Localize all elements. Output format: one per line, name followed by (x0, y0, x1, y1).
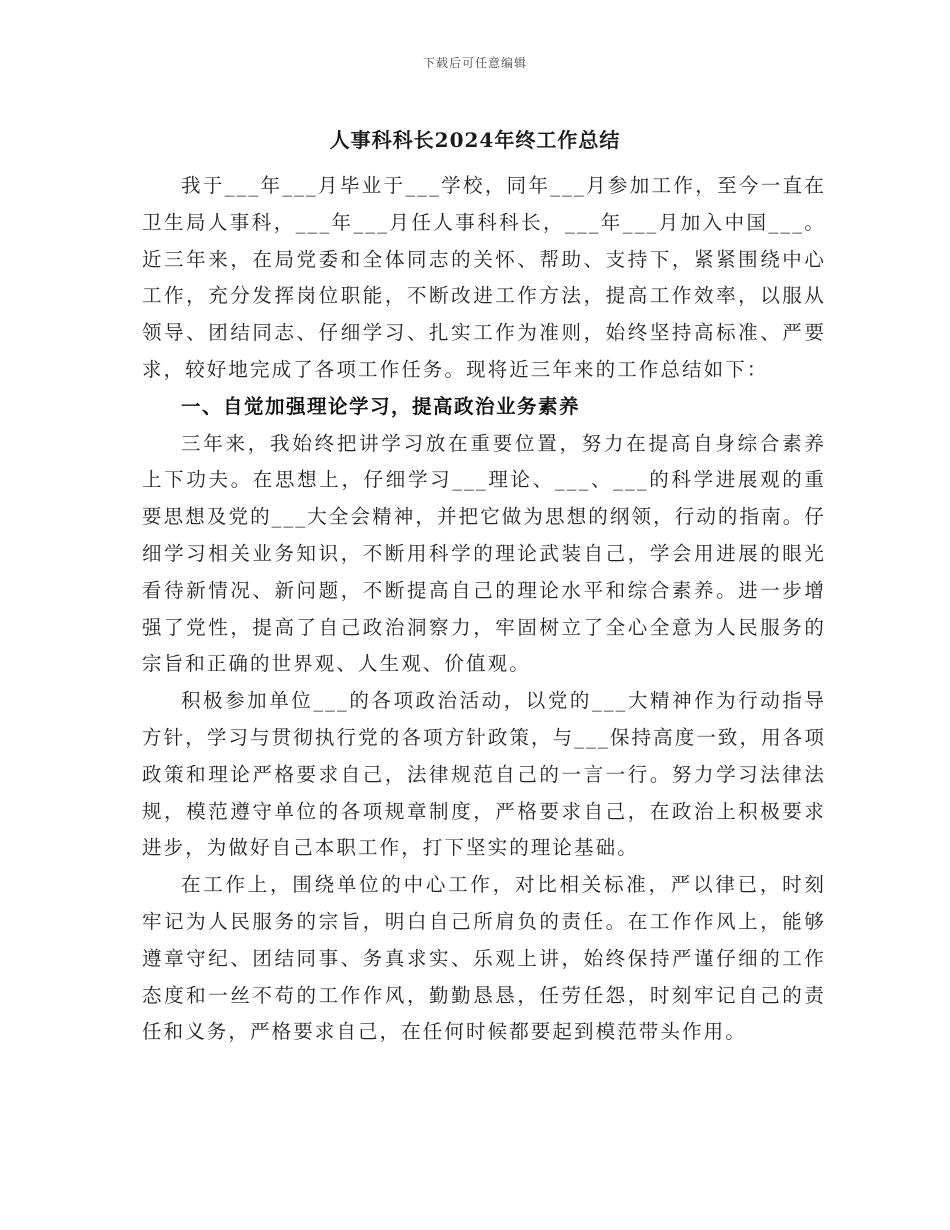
document-body (142, 168, 826, 1051)
intro-paragraph: 我于___年___月毕业于___学校，同年___月参加工作，至今一直在卫生局人事科，___年___月任人事科科长，___年___月加入中国___。近三年来，在局党委和全体同志的关怀、帮助、支持下，紧紧围绕中心工作，充分发挥岗位职能，不断改进工作方法，提高工作效率，以服从领导、团结同志、仔细学习、扎实工作为准则，始终坚持高标准、严要求，较好地完成了各项工作任务。现将近三年来的工作总结如下： (142, 174, 826, 381)
header-note: 下载后可任意编辑 (422, 56, 527, 70)
section-heading: 一、自觉加强理论学习，提高政治业务素养 (181, 394, 581, 418)
body-paragraph: 在工作上，围绕单位的中心工作，对比相关标准，严以律已，时刻牢记为人民服务的宗旨，明白自己所肩负的责任。在工作作风上，能够遵章守纪、团结同事、务真求实、乐观上讲，始终保持严谨仔细的工作态度和一丝不苟的工作作风，勤勤恳恳，任劳任怨，时刻牢记自己的责任和义务，严格要求自己，在任何时候都要起到模范带头作用。 (142, 873, 826, 1044)
body-paragraph: 三年来，我始终把讲学习放在重要位置，努力在提高自身综合素养上下功夫。在思想上，仔细学习___理论、___、___的科学进展观的重要思想及党的___大全会精神，并把它做为思想的纲领，行动的指南。仔细学习相关业务知识，不断用科学的理论武装自己，学会用进展的眼光看待新情况、新问题，不断提高自己的理论水平和综合素养。进一步增强了党性，提高了自己政治洞察力，牢固树立了全心全意为人民服务的宗旨和正确的世界观、人生观、价值观。 (142, 431, 826, 676)
body-paragraph: 积极参加单位___的各项政治活动，以党的___大精神作为行动指导方针，学习与贯彻执行党的各项方针政策，与___保持高度一致，用各项政策和理论严格要求自己，法律规范自己的一言一行。努力学习法律法规，模范遵守单位的各项规章制度，严格要求自己，在政治上积极要求进步，为做好自己本职工作，打下坚实的理论基础。 (142, 689, 826, 860)
document-title: 人事科科长2024年终工作总结 (329, 128, 621, 152)
